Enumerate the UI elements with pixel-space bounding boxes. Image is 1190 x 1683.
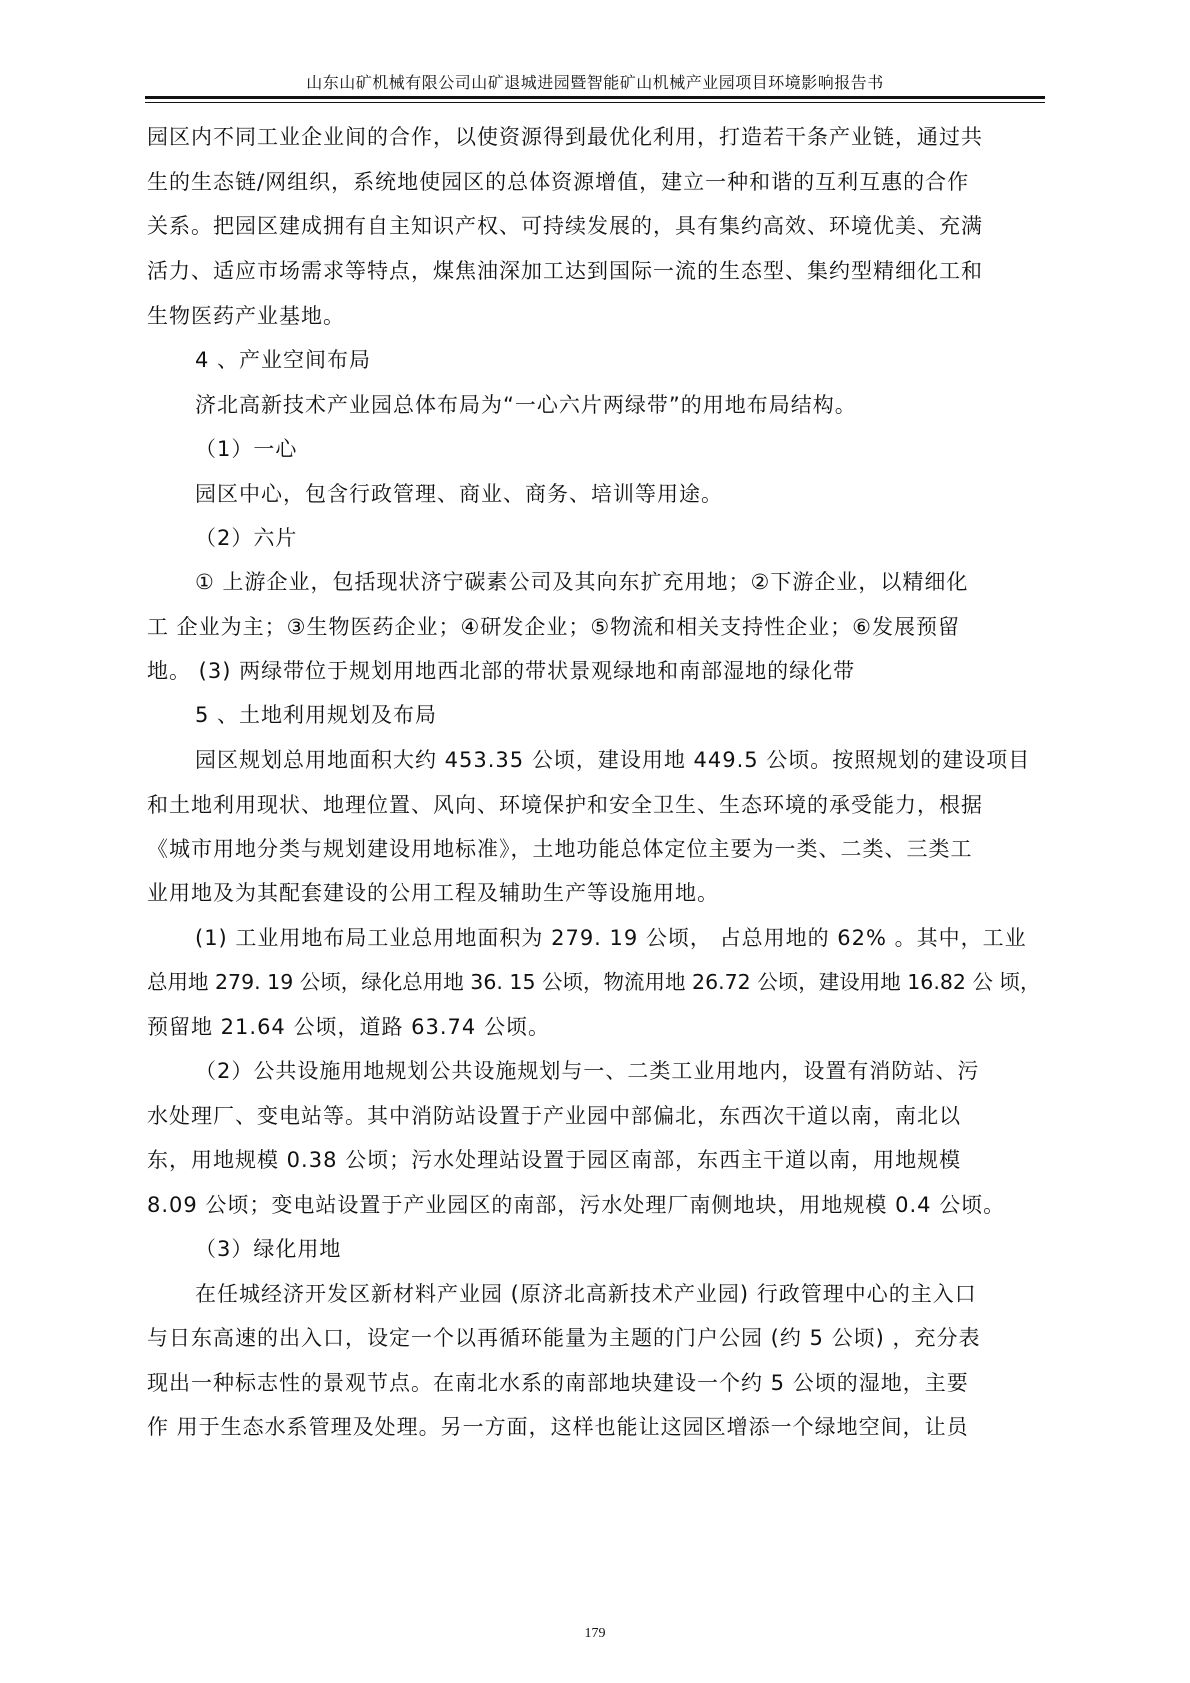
body-line: 8.09 公顷；变电站设置于产业园区的南部，污水处理厂南侧地块，用地规模 0.4 公顷。 xyxy=(147,1193,1006,1217)
body-line: 东，用地规模 0.38 公顷；污水处理站设置于园区南部，东西主干道以南，用地规模 xyxy=(147,1148,962,1172)
body-line: 园区中心，包含行政管理、商业、商务、培训等用途。 xyxy=(195,482,723,506)
body-line: 与日东高速的出入口，设定一个以再循环能量为主题的门户公园 (约 5 公顷) ，充分表 xyxy=(147,1326,981,1350)
body-line: 水处理厂、变电站等。其中消防站设置于产业园中部偏北，东西次干道以南，南北以 xyxy=(147,1104,961,1128)
body-line: 园区内不同工业企业间的合作，以使资源得到最优化利用，打造若干条产业链，通过共 xyxy=(147,125,983,149)
header-rule-thick xyxy=(145,96,1045,99)
subsection-heading: （1）一心 xyxy=(195,437,298,461)
body-line: 作 用于生态水系管理及处理。另一方面，这样也能让这园区增添一个绿地空间，让员 xyxy=(147,1415,969,1439)
body-line: 预留地 21.64 公顷，道路 63.74 公顷。 xyxy=(147,1015,550,1039)
body-line: 业用地及为其配套建设的公用工程及辅助生产等设施用地。 xyxy=(147,881,719,905)
body-line: 济北高新技术产业园总体布局为“一心六片两绿带”的用地布局结构。 xyxy=(195,393,857,417)
body-line: 总用地 279. 19 公顷，绿化总用地 36. 15 公顷，物流用地 26.72 公顷，建设用地 16.82 公 顷， xyxy=(147,970,1041,994)
section-heading: 5 、土地利用规划及布局 xyxy=(195,703,438,727)
body-line: 现出一种标志性的景观节点。在南北水系的南部地块建设一个约 5 公顷的湿地，主要 xyxy=(147,1371,969,1395)
body-line: 关系。把园区建成拥有自主知识产权、可持续发展的，具有集约高效、环境优美、充满 xyxy=(147,214,983,238)
section-heading: 4 、产业空间布局 xyxy=(195,348,372,372)
body-line: ① 上游企业，包括现状济宁碳素公司及其向东扩充用地；②下游企业，以精细化 xyxy=(195,570,969,594)
body-line: 工 企业为主；③生物医药企业；④研发企业；⑤物流和相关支持性企业；⑥发展预留 xyxy=(147,615,960,639)
body-line: 园区规划总用地面积大约 453.35 公顷，建设用地 449.5 公顷。按照规划的建设项目 xyxy=(195,748,1031,772)
body-line: 《城市用地分类与规划建设用地标准》，土地功能总体定位主要为一类、二类、三类工 xyxy=(147,837,973,861)
subsection-heading: （2）六片 xyxy=(195,526,298,550)
body-line: 活力、适应市场需求等特点，煤焦油深加工达到国际一流的生态型、集约型精细化工和 xyxy=(147,259,983,283)
subsection-heading: （3）绿化用地 xyxy=(195,1237,342,1261)
body-line: (1) 工业用地布局工业总用地面积为 279. 19 公顷， 占总用地的 62% 。其中，工业 xyxy=(195,926,1027,950)
body-line: 地。 (3) 两绿带位于规划用地西北部的带状景观绿地和南部湿地的绿化带 xyxy=(147,659,856,683)
header-rule-thin xyxy=(145,102,1045,103)
body-line: 和土地利用现状、地理位置、风向、环境保护和安全卫生、生态环境的承受能力，根据 xyxy=(147,793,983,817)
body-line: 在任城经济开发区新材料产业园 (原济北高新技术产业园) 行政管理中心的主入口 xyxy=(195,1282,977,1306)
body-line: 生的生态链/网组织，系统地使园区的总体资源增值，建立一种和谐的互利互惠的合作 xyxy=(147,170,970,194)
document-title: 山东山矿机械有限公司山矿退城进园暨智能矿山机械产业园项目环境影响报告书 xyxy=(306,73,884,92)
body-line: （2）公共设施用地规划公共设施规划与一、二类工业用地内，设置有消防站、污 xyxy=(195,1059,980,1083)
body-line: 生物医药产业基地。 xyxy=(147,304,345,328)
page-number: 179 xyxy=(584,1626,606,1641)
